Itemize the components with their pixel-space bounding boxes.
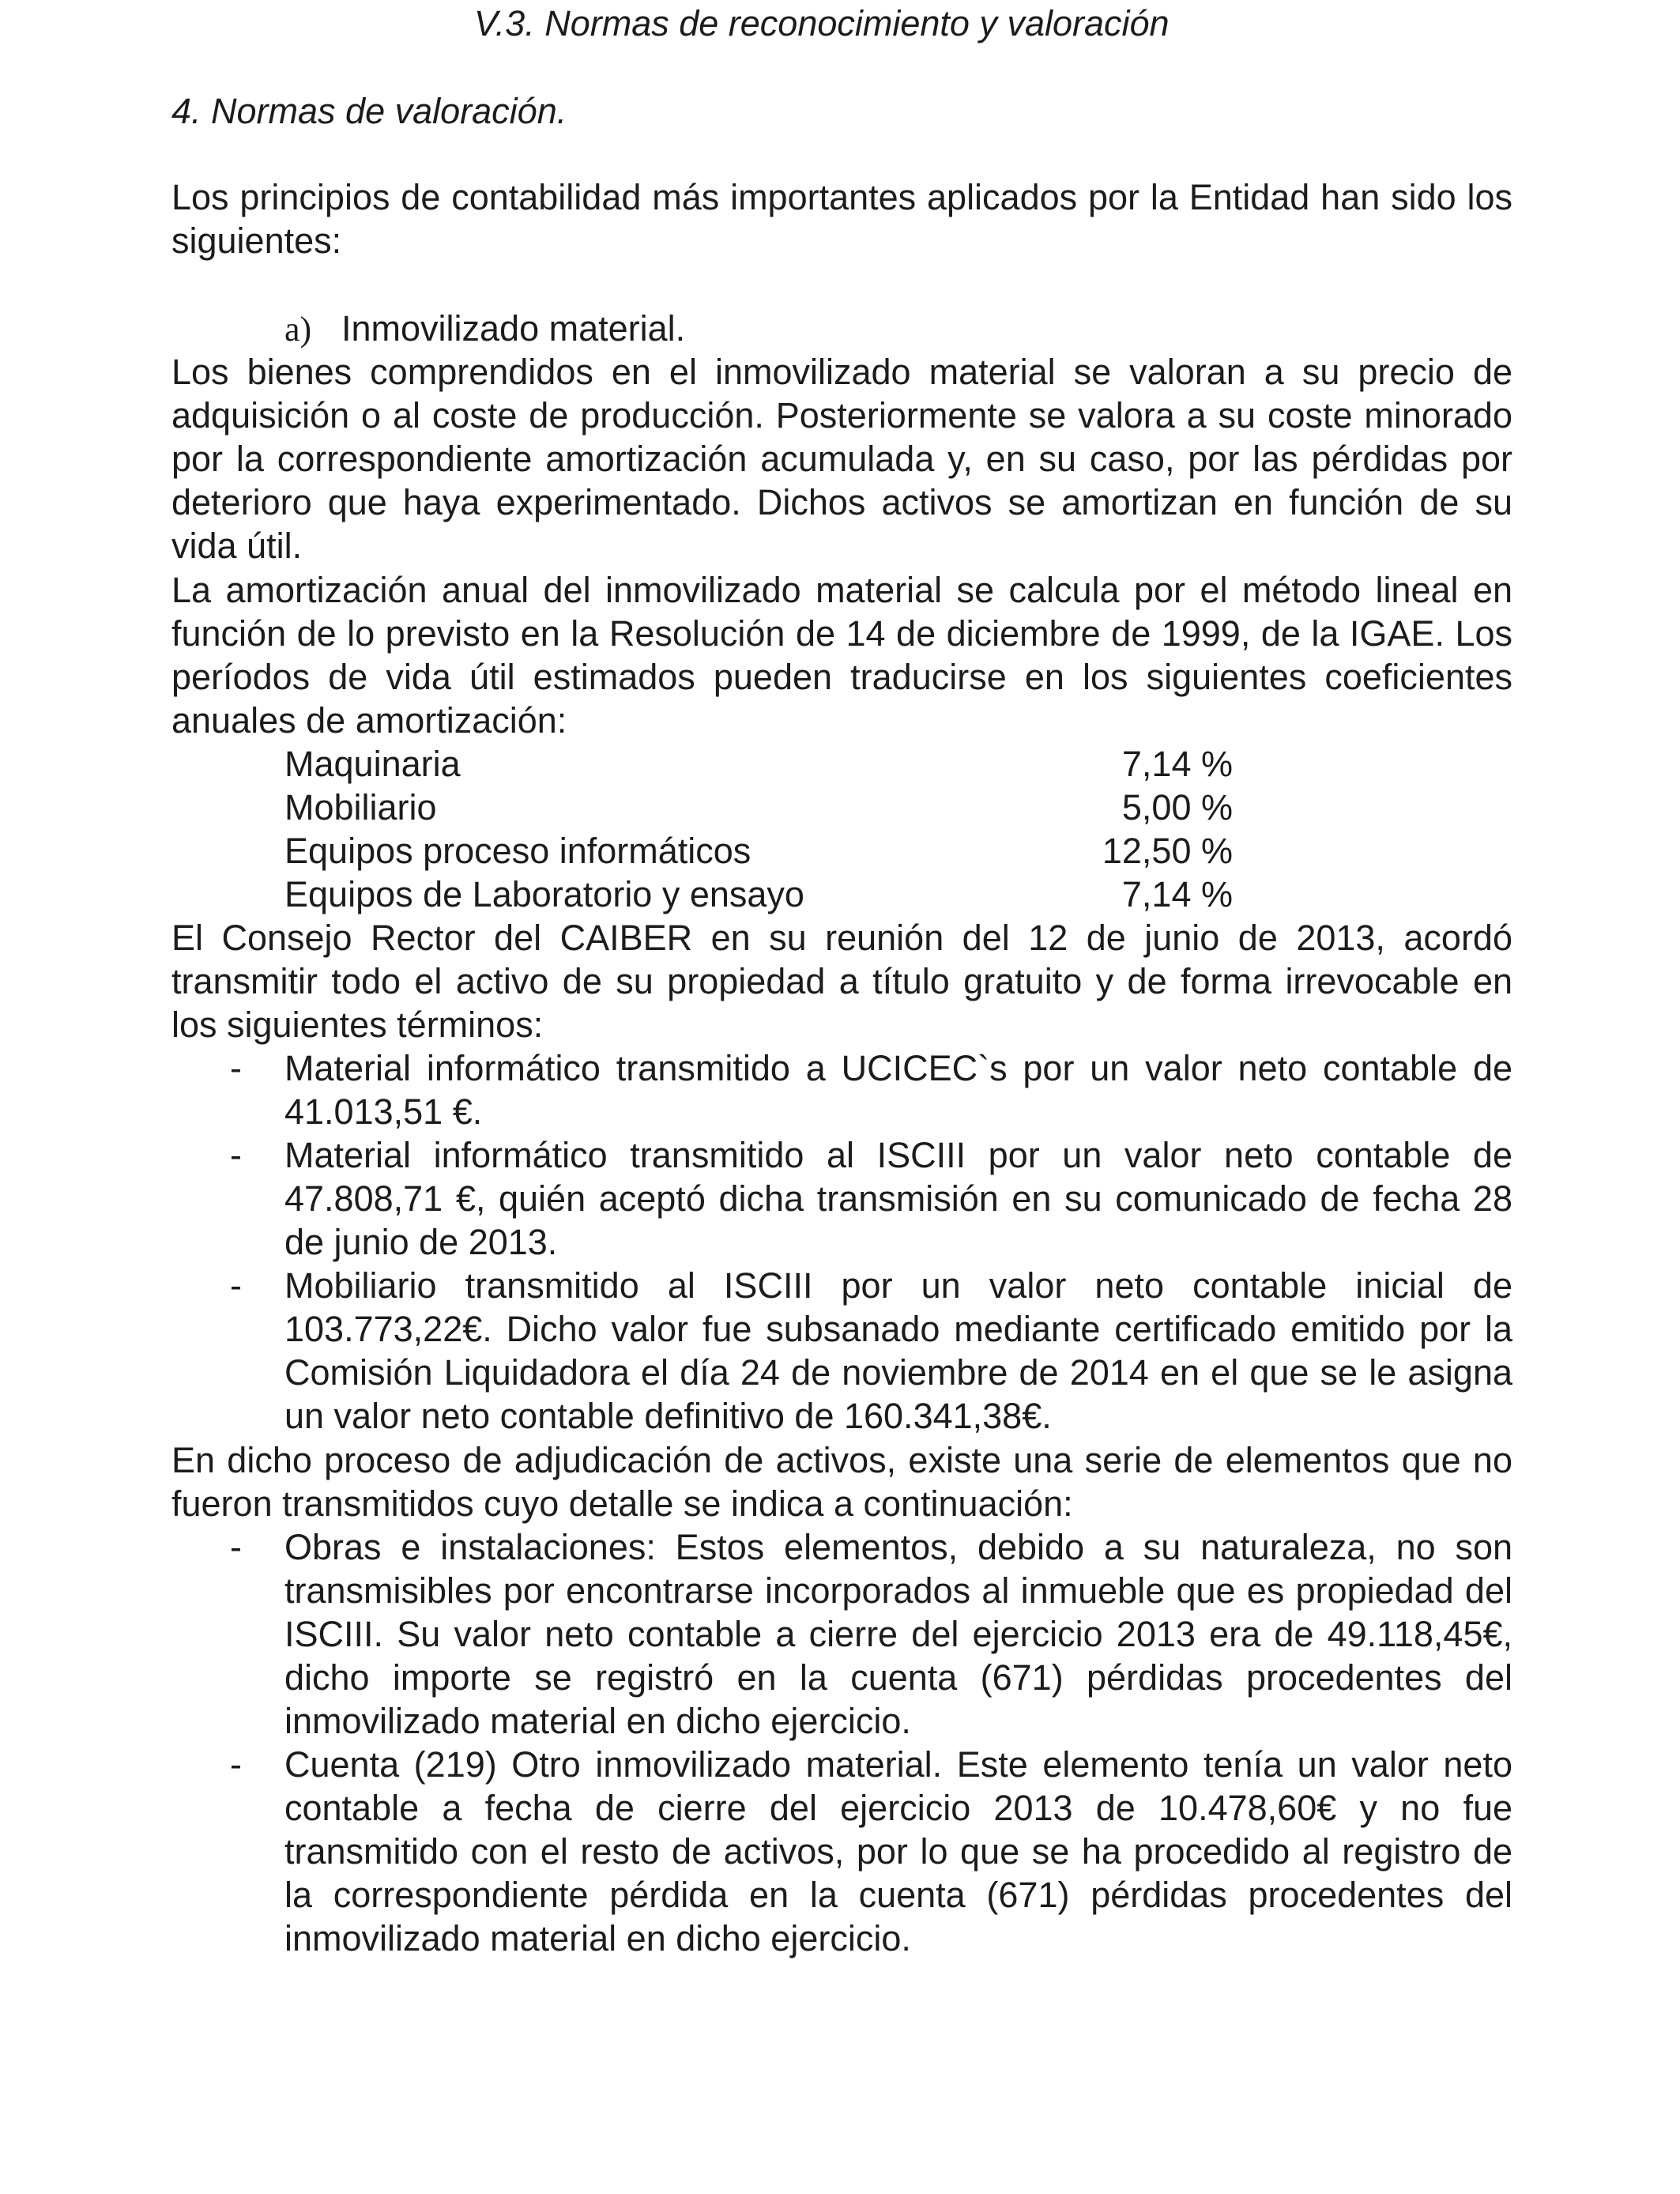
list-bullet: - xyxy=(230,1527,242,1567)
intro-paragraph: Los principios de contabilidad más importantes aplicados por la Entidad han sido los siguientes: xyxy=(171,177,1512,261)
page-header: V.3. Normas de reconocimiento y valoración xyxy=(474,3,1170,43)
subsection-heading xyxy=(284,307,685,351)
list-bullet: - xyxy=(230,1265,242,1306)
list-item xyxy=(171,1743,1512,1960)
coefficient-row xyxy=(284,829,1233,873)
paragraph-amortization: La amortización anual del inmovilizado material se calcula por el método lineal en función de lo previsto en la Resolución de 14 de diciembre de 1999, de la IGAE. Los períodos de vida útil estimados pueden traducirse en los siguientes coeficientes anuales de amortización: xyxy=(171,570,1512,741)
list-item-text: Mobiliario transmitido al ISCIII por un valor neto contable inicial de 103.773,22€. Dicho valor fue subsanado mediante certificado emitido por la Comisión Liquidadora el día 24 de noviembre de 2014 en el que se le asigna un valor neto contable definitivo de 160.341,38€. xyxy=(284,1265,1512,1436)
amortization-coefficients-table xyxy=(284,742,1233,916)
coefficient-value: 7,14 % xyxy=(1121,744,1233,784)
paragraph-valuation: Los bienes comprendidos en el inmovilizado material se valoran a su precio de adquisición o al coste de producción. Posteriormente se valora a su coste minorado por la correspondiente amortización acumulada y, en su caso, por las pérdidas por deterioro que haya experimentado. Dichos activos se amortizan en función de su vida útil. xyxy=(171,352,1512,566)
coefficient-name: Mobiliario xyxy=(284,787,437,827)
non-transmitted-assets-list xyxy=(171,1525,1512,1960)
list-bullet: - xyxy=(230,1048,242,1088)
coefficient-value: 5,00 % xyxy=(1121,787,1233,827)
list-item-text: Material informático transmitido al ISCIII por un valor neto contable de 47.808,71 €, quién aceptó dicha transmisión en su comunicado de fecha 28 de junio de 2013. xyxy=(284,1135,1512,1262)
coefficient-value: 7,14 % xyxy=(1121,874,1233,914)
coefficient-row xyxy=(284,873,1233,916)
section-title: 4. Normas de valoración. xyxy=(171,91,567,131)
paragraph-non-transmitted: En dicho proceso de adjudicación de activos, existe una serie de elementos que no fueron transmitidos cuyo detalle se indica a continuación: xyxy=(171,1440,1512,1524)
list-bullet: - xyxy=(230,1744,242,1785)
subsection-letter: a) xyxy=(284,310,312,349)
list-item-text: Obras e instalaciones: Estos elementos, debido a su naturaleza, no son transmisibles por encontrarse incorporados al inmueble que es propiedad del ISCIII. Su valor neto contable a cierre del ejercicio 2013 era de 49.118,45€, dicho importe se registró en la cuenta (671) pérdidas procedentes del inmovilizado material en dicho ejercicio. xyxy=(284,1527,1512,1741)
paragraph-council-agreement: El Consejo Rector del CAIBER en su reunión del 12 de junio de 2013, acordó transmitir todo el activo de su propiedad a título gratuito y de forma irrevocable en los siguientes términos: xyxy=(171,918,1512,1045)
list-item xyxy=(171,1264,1512,1438)
coefficient-row xyxy=(284,742,1233,786)
list-item xyxy=(171,1046,1512,1133)
list-item-text: Material informático transmitido a UCICEC`s por un valor neto contable de 41.013,51 €. xyxy=(284,1048,1512,1132)
coefficient-name: Maquinaria xyxy=(284,744,461,784)
coefficient-value: 12,50 % xyxy=(1102,831,1233,871)
list-item-text: Cuenta (219) Otro inmovilizado material. Este elemento tenía un valor neto contable a fecha de cierre del ejercicio 2013 de 10.478,60€ y no fue transmitido con el resto de activos, por lo que se ha procedido al registro de la correspondiente pérdida en la cuenta (671) pérdidas procedentes del inmovilizado material en dicho ejercicio. xyxy=(284,1744,1512,1958)
subsection-title: Inmovilizado material. xyxy=(341,308,686,349)
transmitted-assets-list xyxy=(171,1046,1512,1438)
list-bullet: - xyxy=(230,1135,242,1175)
coefficient-name: Equipos proceso informáticos xyxy=(284,831,751,871)
coefficient-name: Equipos de Laboratorio y ensayo xyxy=(284,874,804,914)
list-item xyxy=(171,1133,1512,1264)
coefficient-row xyxy=(284,786,1233,829)
list-item xyxy=(171,1525,1512,1743)
